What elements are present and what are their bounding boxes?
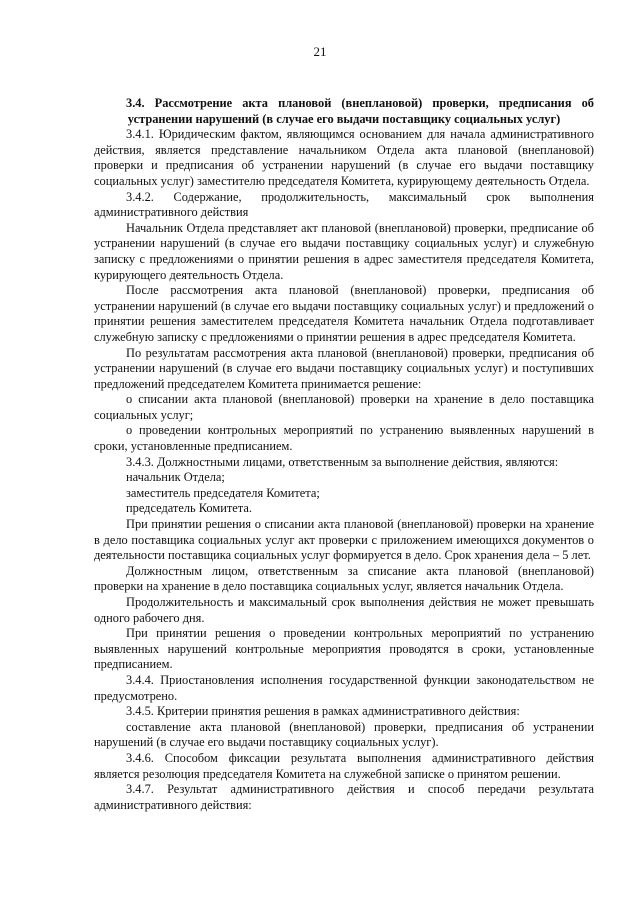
- paragraph: 3.4.4. Приостановления исполнения государственной функции законодательством не предусмотрено.: [94, 672, 594, 703]
- paragraph: начальник Отдела;: [126, 470, 225, 485]
- paragraph: заместитель председателя Комитета;: [126, 485, 320, 500]
- page-number: 21: [313, 44, 327, 59]
- paragraph: После рассмотрения акта плановой (внеплановой) проверки, предписания об устранении нарушений (в случае его выдачи поставщику социальных услуг) и предложений о принятии решения заместителем председателя Комитета начальник Отдела подготавливает служебную записку с предложениями о принятии решения в адрес председателя Комитета.: [94, 283, 594, 344]
- paragraph: составление акта плановой (внеплановой) проверки, предписания об устранении нарушений (в случае его выдачи поставщику социальных услуг).: [94, 719, 594, 750]
- paragraph: При принятии решения о проведении контрольных мероприятий по устранению выявленных нарушений контрольные мероприятия проводятся в сроки, установленные предписанием.: [94, 626, 594, 672]
- paragraph: 3.4.5. Критерии принятия решения в рамках административного действия:: [126, 704, 520, 719]
- paragraph: Должностным лицом, ответственным за списание акта плановой (внеплановой) проверки на хранение в дело поставщика социальных услуг, является начальник Отдела.: [94, 563, 594, 594]
- section-heading: 3.4. Рассмотрение акта плановой (внеплановой) проверки, предписания об устранении нарушений (в случае его выдачи поставщику социальных услуг): [126, 96, 594, 126]
- paragraph: о списании акта плановой (внеплановой) проверки на хранение в дело поставщика социальных услуг;: [94, 392, 594, 422]
- document-body: [94, 96, 594, 813]
- paragraph: 3.4.6. Способом фиксации результата выполнения административного действия является резолюция председателя Комитета на служебной записке о принятом решении.: [94, 750, 594, 781]
- paragraph: председатель Комитета.: [126, 501, 252, 516]
- paragraph: По результатам рассмотрения акта плановой (внеплановой) проверки, предписания об устранении нарушений (в случае его выдачи поставщику социальных услуг) и поступивших предложений председателем Комитета принимается решение:: [94, 345, 594, 391]
- paragraph: При принятии решения о списании акта плановой (внеплановой) проверки на хранение в дело поставщика социальных услуг акт проверки с приложением имеющихся документов о деятельности поставщика социальных услуг формируется в дело. Срок хранения дела – 5 лет.: [94, 517, 594, 563]
- paragraph: 3.4.1. Юридическим фактом, являющимся основанием для начала административного действия, является представление начальником Отдела акта плановой (внеплановой) проверки и предписания об устранении нарушений (в случае его выдачи поставщику социальных услуг) заместителю председателя Комитета, курирующему деятельность Отдела.: [94, 127, 594, 188]
- paragraph: Продолжительность и максимальный срок выполнения действия не может превышать одного рабочего дня.: [94, 595, 594, 625]
- paragraph: 3.4.2. Содержание, продолжительность, максимальный срок выполнения административного действия: [94, 189, 594, 220]
- paragraph: 3.4.7. Результат административного действия и способ передачи результата административного действия:: [94, 782, 594, 812]
- paragraph: о проведении контрольных мероприятий по устранению выявленных нарушений в сроки, установленные предписанием.: [94, 423, 594, 454]
- paragraph: 3.4.3. Должностными лицами, ответственным за выполнение действия, являются:: [126, 454, 559, 469]
- paragraph: Начальник Отдела представляет акт плановой (внеплановой) проверки, предписание об устранении нарушений (в случае его выдачи поставщику социальных услуг) и служебную записку с предложениями о принятии решения в адрес заместителя председателя Комитета, курирующего деятельность Отдела.: [94, 220, 594, 282]
